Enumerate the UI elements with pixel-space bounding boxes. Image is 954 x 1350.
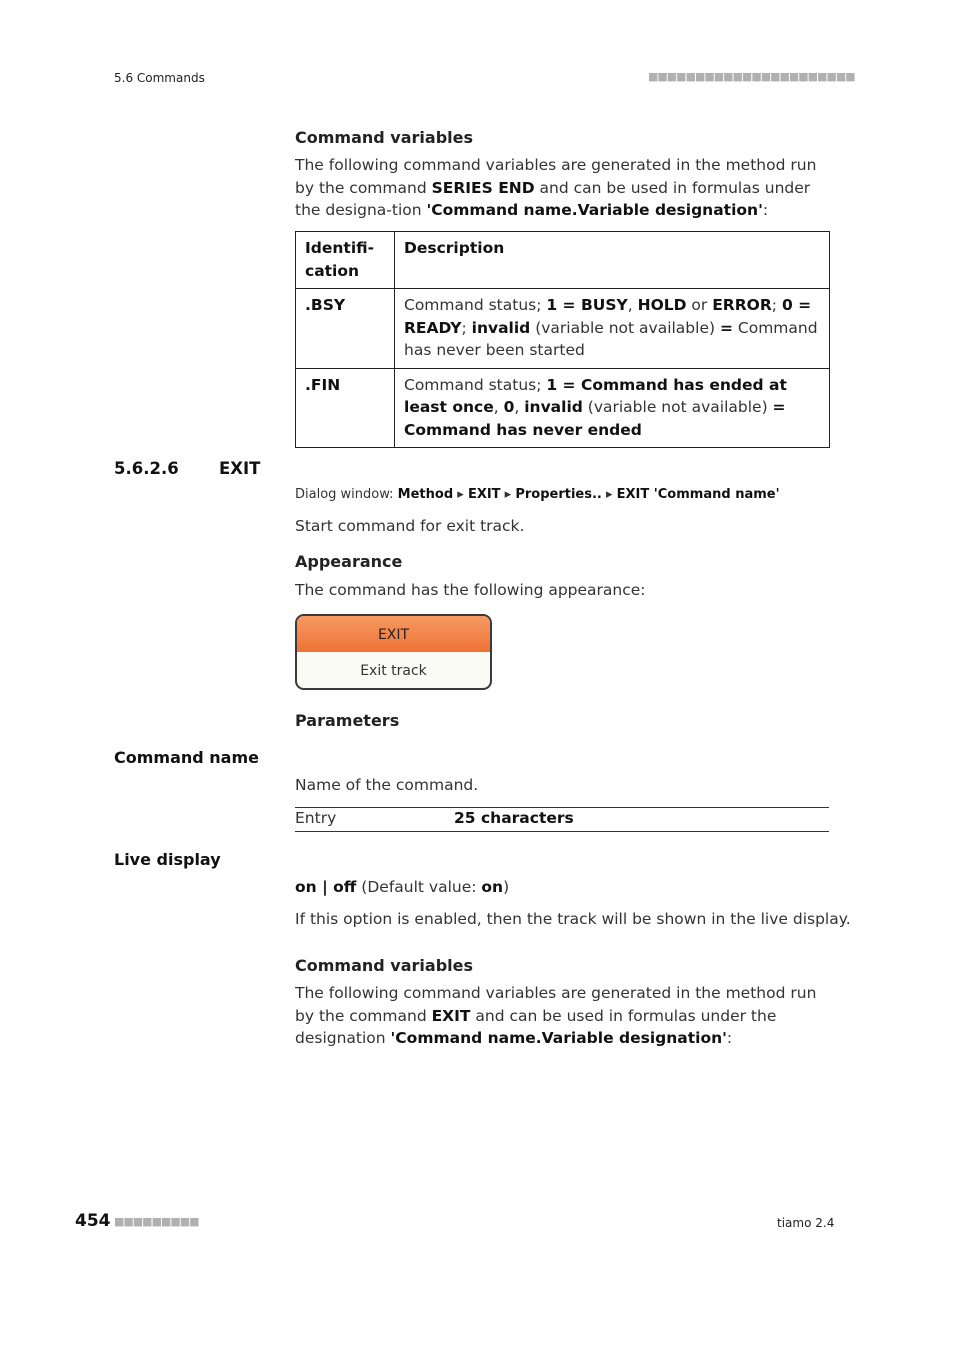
variable-desc-fin: Command status; 1 = Command has ended at least once, 0, invalid (variable not available) = Command has never ended <box>395 368 830 448</box>
exit-command-block <box>295 614 492 690</box>
param-live-display-label: Live display <box>114 850 221 869</box>
variable-desc-bsy: Command status; 1 = BUSY, HOLD or ERROR; 0 = READY; invalid (variable not available) = Command has never been started <box>395 289 830 369</box>
path-arrow-icon: ▸ <box>453 487 468 502</box>
entry-bottom-rule <box>295 831 829 832</box>
command-block-name: Exit track <box>360 663 427 679</box>
entry-value: 25 characters <box>454 809 574 827</box>
series-end-vars-intro: The following command variables are generated in the method run by the command SERIES END and can be used in formulas under the designa-tion 'Command name.Variable designation': <box>295 156 817 219</box>
command-block-title: EXIT <box>297 616 490 652</box>
table-row <box>296 289 830 369</box>
appearance-heading: Appearance <box>295 552 403 571</box>
page-number: 454 <box>75 1211 111 1231</box>
variable-id-bsy: .BSY <box>296 289 395 369</box>
product-version: tiamo 2.4 <box>777 1216 835 1230</box>
entry-label: Entry <box>295 809 337 827</box>
table-row <box>296 368 830 448</box>
appearance-text: The command has the following appearance: <box>295 581 646 599</box>
param-command-name-label: Command name <box>114 748 259 767</box>
series-end-vars-heading: Command variables <box>295 128 473 147</box>
exit-vars-intro: The following command variables are generated in the method run by the command EXIT and can be used in formulas under the designation 'Command name.Variable designation': <box>295 984 817 1047</box>
table-header-identification: Identifi-cation <box>296 232 395 289</box>
running-header-section: 5.6 Commands <box>114 71 205 85</box>
path-arrow-icon: ▸ <box>500 487 516 502</box>
dialog-path: Dialog window: Method ▸ EXIT ▸ Properties.. ▸ EXIT 'Command name' <box>295 487 780 502</box>
section-title: EXIT <box>219 459 261 478</box>
section-number: 5.6.2.6 <box>114 459 179 478</box>
footer-dots: ■■■■■■■■■ <box>114 1215 199 1228</box>
path-arrow-icon: ▸ <box>601 487 617 502</box>
exit-vars-heading: Command variables <box>295 956 473 975</box>
live-display-values: on | off (Default value: on) <box>295 878 510 896</box>
param-command-name-desc: Name of the command. <box>295 776 479 794</box>
series-end-variables-table <box>295 231 830 448</box>
parameters-heading: Parameters <box>295 711 400 730</box>
running-header-dots: ■■■■■■■■■■■■■■■■■■■■■■ <box>648 70 855 83</box>
table-header-row <box>296 232 830 289</box>
table-header-description: Description <box>395 232 830 289</box>
variable-id-fin: .FIN <box>296 368 395 448</box>
exit-intro: Start command for exit track. <box>295 517 525 535</box>
live-display-desc: If this option is enabled, then the track will be shown in the live display. <box>295 910 851 928</box>
